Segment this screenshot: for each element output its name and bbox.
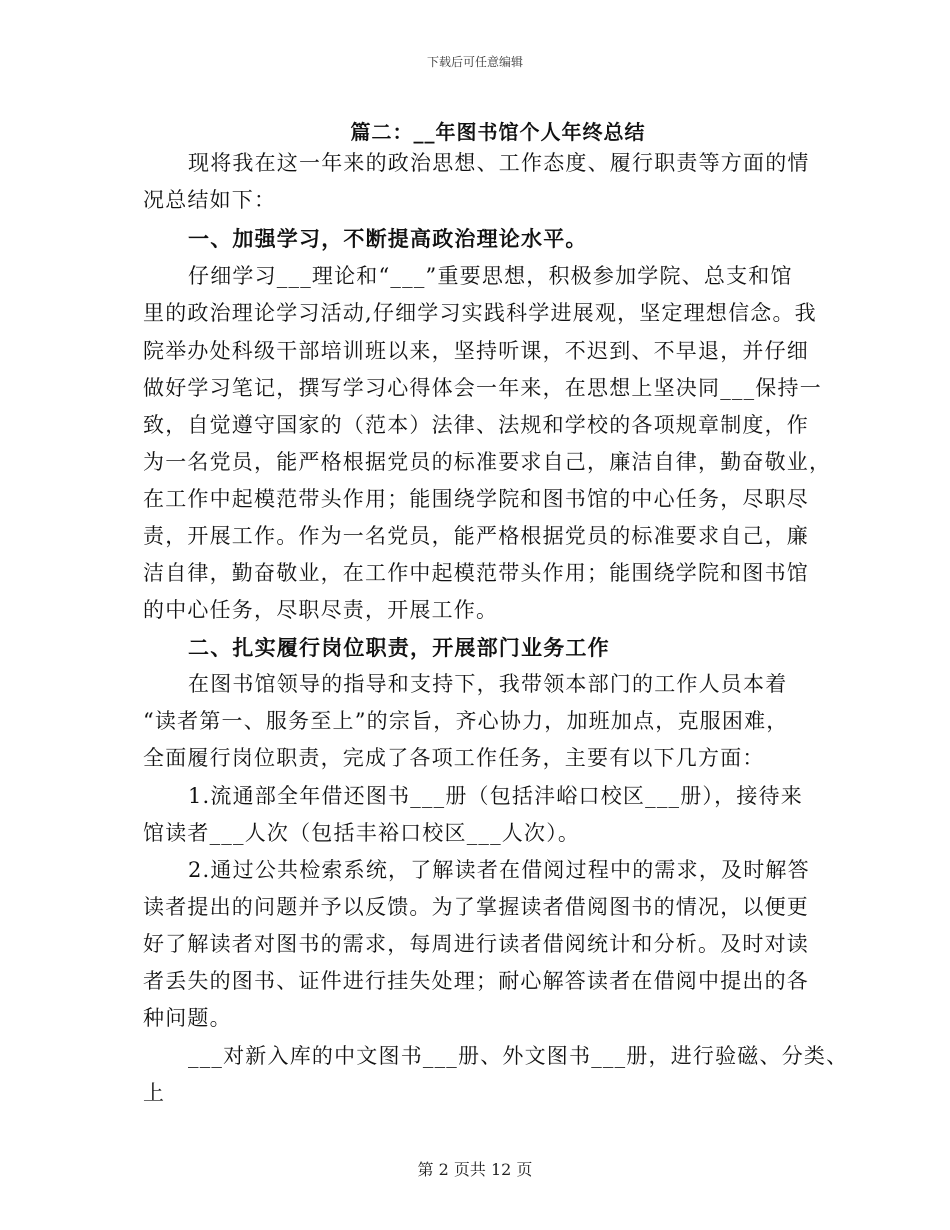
paragraph-line: 上 (143, 1081, 166, 1105)
paragraph-line: 况总结如下： (143, 188, 277, 212)
section-heading: 一、加强学习，不断提高政治理论水平。 (188, 226, 588, 251)
paragraph-line: 的中心任务，尽职尽责，开展工作。 (143, 598, 499, 622)
paragraph-line: 致，自觉遵守国家的（范本）法律、法规和学校的各项规章制度，作 (143, 413, 809, 437)
paragraph-line: 现将我在这一年来的政治思想、工作态度、履行职责等方面的情 (188, 151, 810, 175)
paragraph-line: 在图书馆领导的指导和支持下，我带领本部门的工作人员本着 (188, 672, 788, 696)
paragraph-line: 为一名党员，能严格根据党员的标准要求自己，廉洁自律，勤奋敬业， (143, 450, 832, 474)
list-item: 2.通过公共检索系统，了解读者在借阅过程中的需求，及时解答 (188, 858, 810, 882)
paragraph-line: 种问题。 (143, 1006, 232, 1030)
document-title: 篇二：__年图书馆个人年终总结 (350, 120, 646, 144)
paragraph-line: 做好学习笔记，撰写学习心得体会一年来，在思想上坚决同___保持一 (143, 376, 822, 400)
section-heading: 二、扎实履行岗位职责，开展部门业务工作 (188, 635, 610, 660)
page-footer: 第 2 页共 12 页 (417, 1160, 533, 1179)
list-item: 1.流通部全年借还图书___册（包括沣峪口校区___册），接待来 (188, 784, 803, 808)
paragraph-line: “读者第一、服务至上”的宗旨，齐心协力，加班加点，克服困难， (143, 709, 789, 733)
paragraph-line: 全面履行岗位职责，完成了各项工作任务，主要有以下几方面： (143, 746, 765, 770)
page-header: 下载后可任意编辑 (426, 55, 523, 69)
paragraph-line: 读者提出的问题并予以反馈。为了掌握读者借阅图书的情况，以便更 (143, 895, 809, 919)
paragraph-line: 仔细学习___理论和“___”重要思想，积极参加学院、总支和馆 (188, 264, 793, 288)
paragraph-line: 里的政治理论学习活动,仔细学习实践科学进展观，坚定理想信念。我 (143, 301, 817, 325)
paragraph-line: 责，开展工作。作为一名党员，能严格根据党员的标准要求自己，廉 (143, 524, 809, 548)
paragraph-line: 馆读者___人次（包括丰裕口校区___人次）。 (143, 821, 581, 845)
paragraph-line: ___对新入库的中文图书___册、外文图书___册，进行验磁、分类、 (188, 1044, 849, 1068)
paragraph-line: 洁自律，勤奋敬业，在工作中起模范带头作用；能围绕学院和图书馆 (143, 561, 809, 585)
paragraph-line: 院举办处科级干部培训班以来，坚持听课，不迟到、不早退，并仔细 (143, 339, 809, 363)
paragraph-line: 者丢失的图书、证件进行挂失处理；耐心解答读者在借阅中提出的各 (143, 969, 809, 993)
paragraph-line: 好了解读者对图书的需求，每周进行读者借阅统计和分析。及时对读 (143, 932, 809, 956)
paragraph-line: 在工作中起模范带头作用；能围绕学院和图书馆的中心任务，尽职尽 (143, 487, 809, 511)
